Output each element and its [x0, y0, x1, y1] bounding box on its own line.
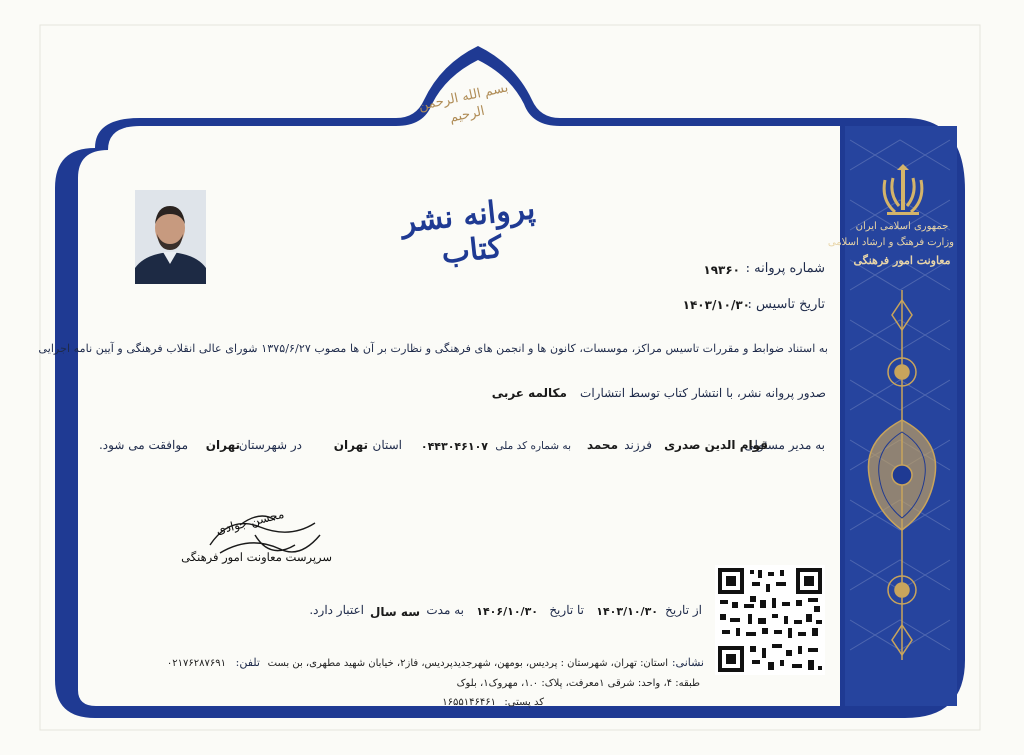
postal-code-value: ۱۶۵۵۱۴۶۴۶۱ [442, 697, 496, 708]
qr-code-icon [715, 565, 825, 675]
ministry-name-line2: وزارت فرهنگ و ارشاد اسلامی [827, 237, 954, 248]
agreed-text: موافقت می شود. [98, 438, 188, 452]
person-avatar-icon [135, 190, 206, 284]
province-value: تهران [333, 438, 368, 452]
validity-to-label: تا تاریخ [549, 603, 584, 617]
validity-from-value: ۱۴۰۳/۱۰/۳۰ [596, 605, 658, 618]
founding-date-label: تاریخ تاسیس : [747, 297, 825, 312]
father-name: محمد [586, 438, 618, 452]
validity-duration-label: به مدت [426, 603, 464, 617]
publish-license-text: صدور پروانه نشر، با انتشار کتاب توسط انتشارات [580, 386, 826, 400]
publisher-name: مکالمه عربی [491, 386, 567, 400]
certificate-title: پروانه نشر کتاب [399, 191, 537, 271]
validity-to-value: ۱۴۰۶/۱۰/۳۰ [476, 605, 538, 618]
holder-photo [135, 190, 206, 284]
child-of-label: فرزند [624, 438, 652, 452]
signer-signature-name: محسن جوادی [214, 506, 286, 538]
address-label: نشانی: [671, 656, 704, 669]
manager-name: قوام الدین صدری [664, 438, 768, 452]
validity-from-label: از تاریخ [665, 603, 702, 617]
national-id-label: به شماره کد ملی [495, 440, 571, 452]
signer-title: سرپرست معاونت امور فرهنگی [181, 550, 332, 564]
phone-value: ۰۲۱۷۶۲۸۷۶۹۱ [166, 658, 226, 669]
basmala-calligraphy: بسم الله الرحمن الرحیم [417, 80, 510, 126]
address-line2: طبقه: ۴، واحد: شرقی ۱معرفت، پلاک: ۱.۰، مهروک۱، بلوک [456, 678, 700, 689]
ministry-name-line3: معاونت امور فرهنگی [853, 254, 951, 267]
body-text-line2 [430, 382, 826, 401]
body-text-line1: به استناد ضوابط و مقررات تاسیس مراکز، موسسات، کانون ها و انجمن های فرهنگی و نظارت بر آن ها مصوب ۱۳۷۵/۶/۲۷ شورای عالی انقلاب فرهنگی و آیین نامه اجرایی [38, 342, 828, 355]
city-value: تهران [205, 438, 240, 452]
license-number-value: ۱۹۳۶۰ [703, 263, 740, 277]
address-line1: استان: تهران، شهرستان : پردیس، بومهن، شهرجدیدپردیس، فاز۲، خیابان شهید مطهری، بن بست [267, 658, 668, 669]
manager-label: به مدیر مسئولی [744, 438, 825, 452]
founding-date-value: ۱۴۰۳/۱۰/۳۰ [682, 298, 750, 312]
city-label: در شهرستان [238, 438, 302, 452]
validity-duration-value: سه سال [370, 605, 420, 619]
validity-suffix: اعتبار دارد. [309, 603, 364, 617]
ministry-name-line1: جمهوری اسلامی ایران [855, 221, 949, 232]
province-label: استان [372, 438, 402, 452]
national-id-value: ۰۴۴۳۰۴۶۱۰۷ [420, 440, 488, 453]
postal-code-label: کد پستی: [504, 697, 544, 708]
license-number-label: شماره پروانه : [745, 261, 825, 276]
phone-label: تلفن: [235, 656, 260, 669]
